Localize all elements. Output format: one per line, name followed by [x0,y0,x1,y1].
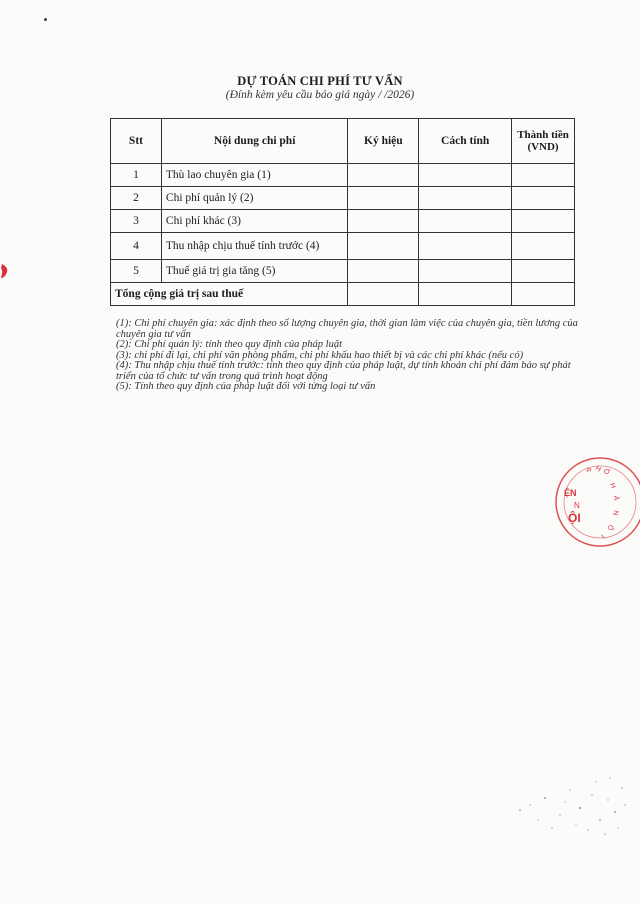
svg-text:Ố: Ố [601,467,611,477]
total-symbol [348,283,419,306]
official-stamp [548,452,640,552]
scan-noise [500,770,630,850]
svg-text:I: I [599,532,606,540]
row-calculation [419,260,512,283]
speck-mark [44,18,47,21]
footnotes [116,319,586,393]
svg-text:Ộ: Ộ [605,523,615,532]
row-amount [512,233,575,260]
row-stt: 1 [111,164,162,187]
svg-text:ỘI: ỘI [568,511,581,525]
row-amount [512,260,575,283]
footnote-3: (3): chi phí đi lại, chi phí văn phòng phẩm, chi phí khấu hao thiết bị và các chi phí khác (nếu có) [116,349,524,361]
row-content: Chi phí khác (3) [161,210,348,233]
header-stt: Stt [111,119,162,164]
table-row [111,210,575,233]
table-row [111,187,575,210]
header-calculation: Cách tính [419,119,512,164]
row-calculation [419,164,512,187]
svg-text:À: À [612,495,620,501]
row-content: Thu nhập chịu thuế tính trước (4) [161,233,348,260]
row-symbol [348,260,419,283]
table-row [111,260,575,283]
svg-text:P: P [585,467,593,476]
document-subtitle: (Đính kèm yêu cầu báo giá ngày / /2026) [225,89,415,101]
row-amount [512,187,575,210]
footnote-2: (2): Chi phí quản lý: tính theo quy định của pháp luật [116,339,343,350]
total-amount [512,283,575,306]
row-stt: 4 [111,233,162,260]
row-stt: 2 [111,187,162,210]
row-amount [512,210,575,233]
footnote-1: (1): Chi phí chuyên gia: xác định theo số lượng chuyên gia, thời gian làm việc của chuyên gia, tiền lương của chuyên gia tư vấn [116,318,578,340]
row-calculation [419,233,512,260]
total-label: Tổng cộng giá trị sau thuế [111,283,348,306]
header-amount: Thành tiền (VND) [512,119,575,164]
row-content: Thuế giá trị gia tăng (5) [161,260,348,283]
svg-text:N: N [611,509,619,516]
table-total-row [111,283,575,306]
row-calculation [419,210,512,233]
header-symbol: Ký hiệu [348,119,419,164]
svg-text:H: H [608,482,617,490]
row-symbol [348,164,419,187]
header-content: Nội dung chi phí [161,119,348,164]
svg-text:N: N [574,501,580,510]
table-row [111,164,575,187]
footnote-5: (5): Tính theo quy định của pháp luật đối với từng loại tư vấn [116,381,376,392]
table-row [111,233,575,260]
row-content: Chi phí quản lý (2) [161,187,348,210]
row-amount [512,164,575,187]
row-symbol [348,233,419,260]
row-symbol [348,187,419,210]
red-ink-mark [0,263,9,279]
row-content: Thù lao chuyên gia (1) [161,164,348,187]
svg-text:ỆN: ỆN [564,488,577,498]
row-symbol [348,210,419,233]
row-stt: 5 [111,260,162,283]
svg-text:H: H [593,464,603,474]
document-title: DỰ TOÁN CHI PHÍ TƯ VẤN [237,74,403,88]
footnote-4: (4): Thu nhập chịu thuế tính trước: tính theo quy định của pháp luật, dự tính khoản chi phí đảm bảo sự phát triển của tổ chức tư vấn trong quá trình hoạt động [116,360,571,382]
table-header-row [111,119,575,164]
row-calculation [419,187,512,210]
total-calculation [419,283,512,306]
row-stt: 3 [111,210,162,233]
cost-table [110,118,575,306]
